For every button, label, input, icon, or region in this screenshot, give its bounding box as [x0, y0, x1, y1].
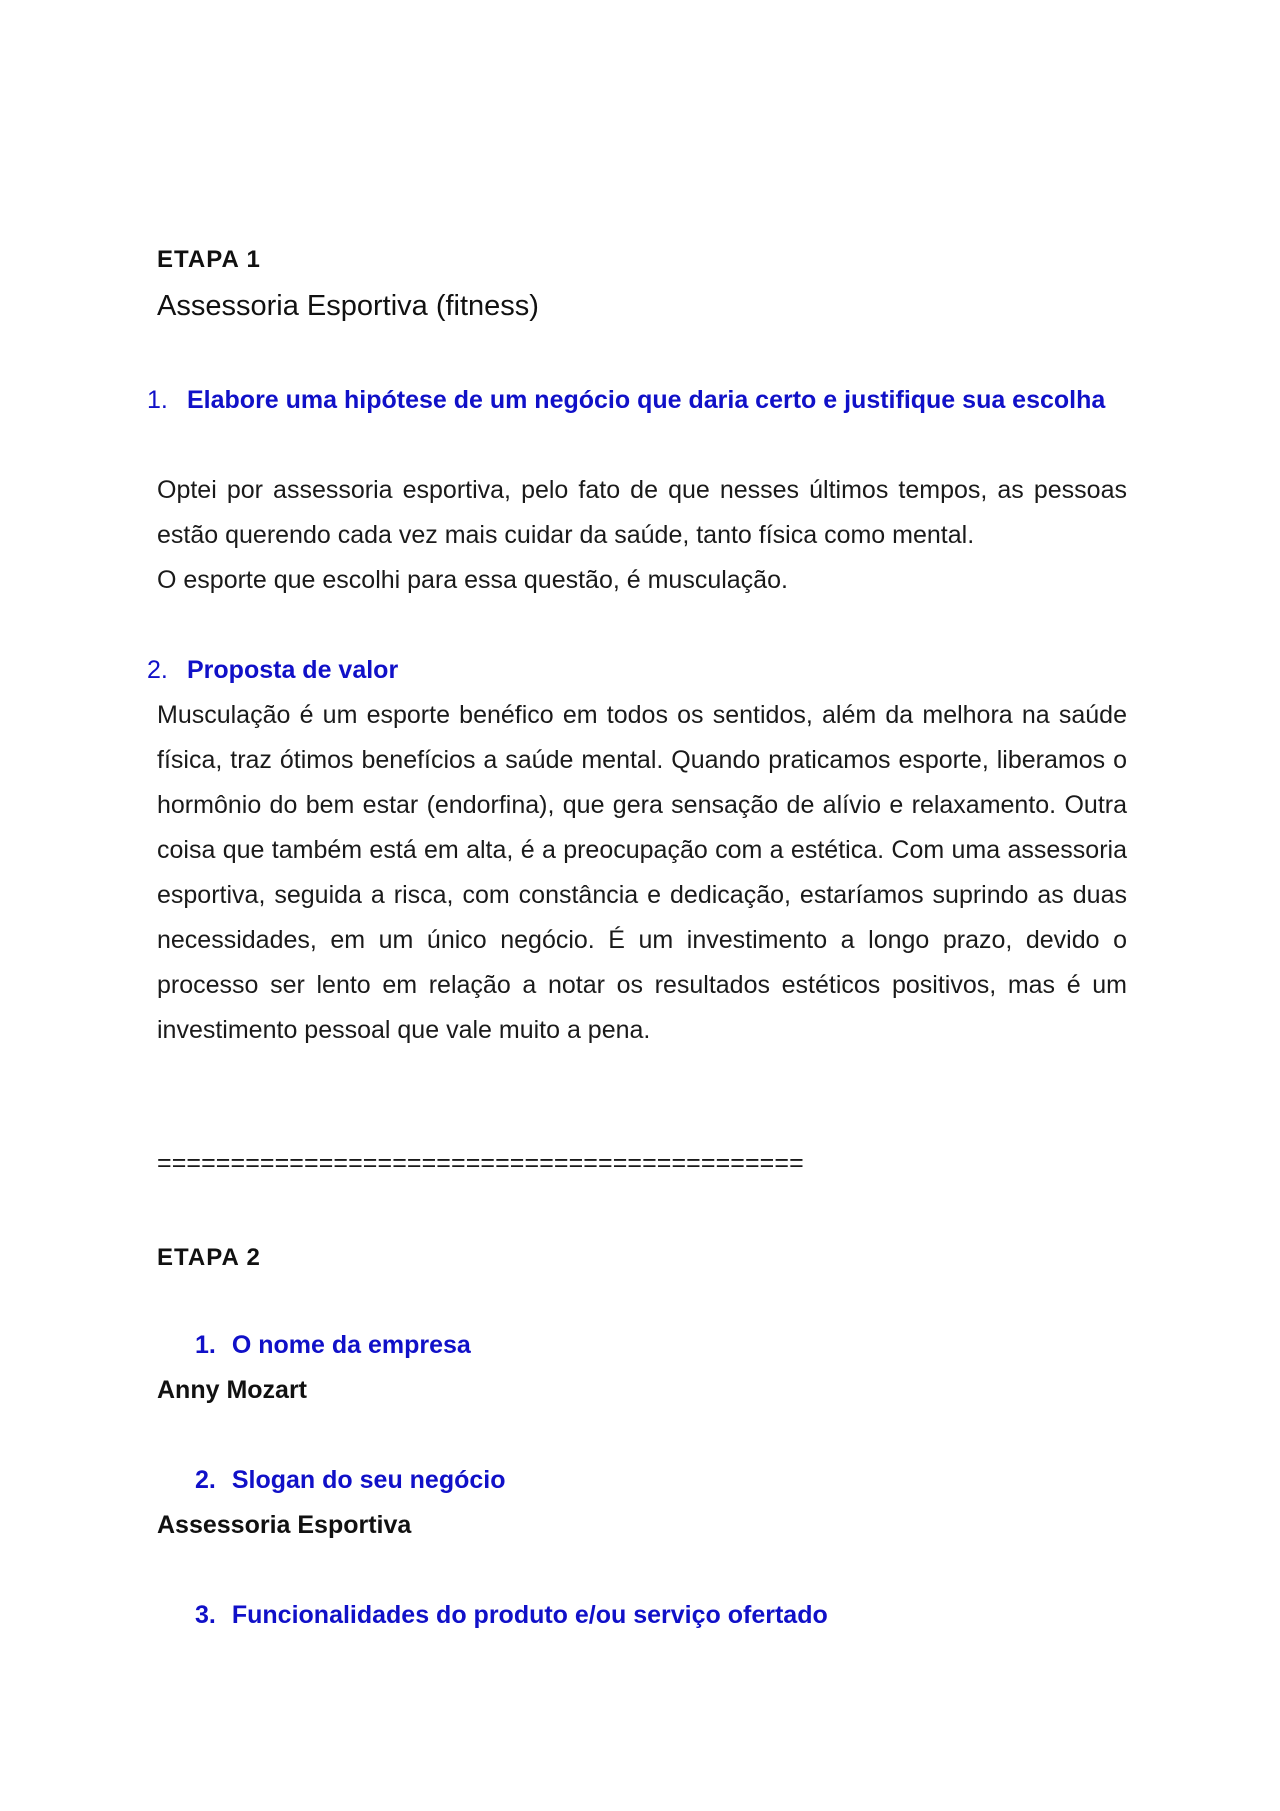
etapa2-question-3-number: 3.: [195, 1601, 216, 1629]
question-1-text: Elabore uma hipótese de um negócio que daria certo e justifique sua escolha: [187, 386, 1106, 414]
question-2-number: 2.: [147, 656, 168, 684]
question-1-number: 1.: [147, 386, 168, 414]
document-subtitle: Assessoria Esportiva (fitness): [157, 290, 539, 322]
etapa2-question-1-text: O nome da empresa: [231, 1331, 471, 1359]
etapa2-answer-1: Anny Mozart: [157, 1376, 307, 1404]
etapa2-question-2-number: 2.: [195, 1466, 216, 1494]
section-separator: ============================================: [157, 1149, 804, 1177]
etapa2-question-3: [195, 1593, 828, 1638]
etapa2-question-1-number: 1.: [195, 1331, 216, 1359]
answer-1-paragraph-2: O esporte que escolhi para essa questão, é musculação.: [157, 566, 788, 594]
etapa2-answer-2: Assessoria Esportiva: [157, 1511, 412, 1539]
answer-1-paragraph-1: Optei por assessoria esportiva, pelo fato de que nesses últimos tempos, as pessoas estão querendo cada vez mais cuidar da saúde, tanto física como mental.: [157, 476, 1127, 549]
question-1: [147, 378, 1127, 423]
etapa-2-heading: ETAPA 2: [157, 1244, 261, 1271]
etapa2-question-2-text: Slogan do seu negócio: [231, 1466, 506, 1494]
question-2-text: Proposta de valor: [187, 656, 399, 684]
question-2: [147, 648, 1127, 693]
etapa-1-heading: ETAPA 1: [157, 246, 261, 273]
answer-2-paragraph: Musculação é um esporte benéfico em todos os sentidos, além da melhora na saúde física, traz ótimos benefícios a saúde mental. Quando praticamos esporte, liberamos o hormônio do bem estar (endorfina), que gera sensação de alívio e relaxamento. Outra coisa que também está em alta, é a preocupação com a estética. Com uma assessoria esportiva, seguida a risca, com constância e dedicação, estaríamos suprindo as duas necessidades, em um único negócio. É um investimento a longo prazo, devido o processo ser lento em relação a notar os resultados estéticos positivos, mas é um investimento pessoal que vale muito a pena.: [157, 701, 1127, 1044]
etapa2-question-2: [195, 1458, 506, 1503]
etapa2-question-1: [195, 1323, 471, 1368]
etapa2-question-3-text: Funcionalidades do produto e/ou serviço ofertado: [231, 1601, 828, 1629]
